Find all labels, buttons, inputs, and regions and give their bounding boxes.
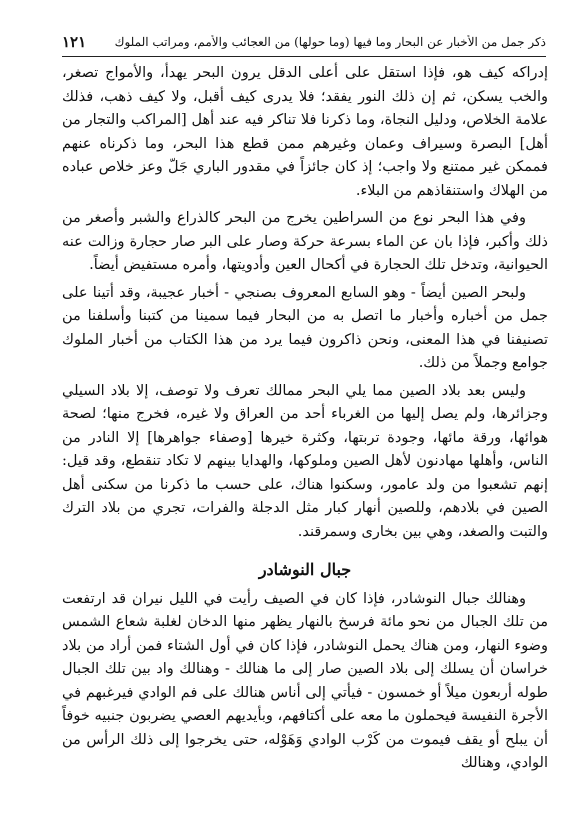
page-body [62,62,548,780]
page-header [62,30,546,54]
paragraph: وفي هذا البحر نوع من السراطين يخرج من البحر كالذراع والشبر وأصغر من ذلك وأكبر، فإذا بان عن الماء بسرعة حركة وصار على البر صار حجارة وزالت عنه الحيوانية، وتدخل تلك الحجارة في أكحال العين وأدويتها، وأمره مستفيض أيضاً. [62,210,548,273]
running-head: ذكر جمل من الأخبار عن البحار وما فيها (وما حولها) من العجائب والأمم، ومراتب الملوك [114,35,546,49]
paragraph: إدراكه كيف هو، فإذا استقل على أعلى الدقل يرون البحر يهدأ، والأمواج تصغر، والخب يسكن، ثم إن ذلك النور يفقد؛ فلا يدرى كيف أقبل، ولا كيف ذهب، فذلك علامة الخلاص، ودليل النجاة، وما ذكرنا فلا تناكر فيه عند أهل [المراكب والتجار من أهل] البصرة وسيراف وعمان وغيرهم ممن قطع هذا البحر، وما ذكرناه عنهم فممكن غير ممتنع ولا واجب؛ إذ كان جائزاً في مقدور الباري جَلّ وعز خلاص عباده من الهلاك واستنقاذهم من البلاء. [62,65,548,199]
paragraph: وليس بعد بلاد الصين مما يلي البحر ممالك تعرف ولا توصف، إلا بلاد السيلي وجزائرها، ولم يصل إليها من الغرباء أحد من العراق ولا غيره، فخرج منها؛ لصحة هوائها، ورقة مائها، وجودة تربتها، وكثرة خيرها [وصفاء جواهرها] إلا النادر من الناس، وأهلها مهادنون لأهل الصين وملوكها، والهدايا بينهم لا تكاد تنقطع، وقد قيل: إنهم تشعبوا من ولد عامور، وسكنوا هناك، على حسب ما ذكرنا من سكنى أهل الصين في بلادهم، وللصين أنهار كبار مثل الدجلة والفرات، تجري من بلاد الترك والتبت والصغد، وهي بين بخارى وسمرقند. [62,382,548,540]
paragraph: ولبحر الصين أيضاً - وهو السابع المعروف بصنجي - أخبار عجيبة، وقد أتينا على جمل من أخباره وأخبار ما اتصل به من البحار فيما سمينا من كتبنا وأسلفنا من تصنيفنا في هذا المعنى، ونحن ذاكرون فيما يرد من هذا الكتاب من أخبار الملوك جوامع وجملاً من ذلك. [62,284,548,371]
page-number: ١٢١ [62,33,87,51]
section-heading: جبال النوشادر [258,560,352,579]
header-rule [62,56,546,57]
paragraph: وهنالك جبال النوشادر، فإذا كان في الصيف رأيت في الليل نيران قد ارتفعت من تلك الجبال من نحو مائة فرسخ بالنهار يظهر منها الدخان لغلبة شعاع الشمس وضوء النهار، ومن هناك يحمل النوشادر، فإذا كان في أول الشتاء فمن أراد من بلاد خراسان أن يسلك إلى بلاد الصين صار إلى ما هنالك - وهنالك واد بين تلك الجبال طوله أربعون ميلاً أو خمسون - فيأتي إلى أناس هنالك على فم الوادي فيرغبهم في الأجرة النفيسة فيحملون ما معه على أكتافهم، وبأيديهم العصي يضربون جنبيه خوفاً أن يبلح أو يقف فيموت من كَرْب الوادي وَهَوْله، حتى يخرجوا إلى ذلك الرأس من الوادي، وهنالك [62,590,548,771]
